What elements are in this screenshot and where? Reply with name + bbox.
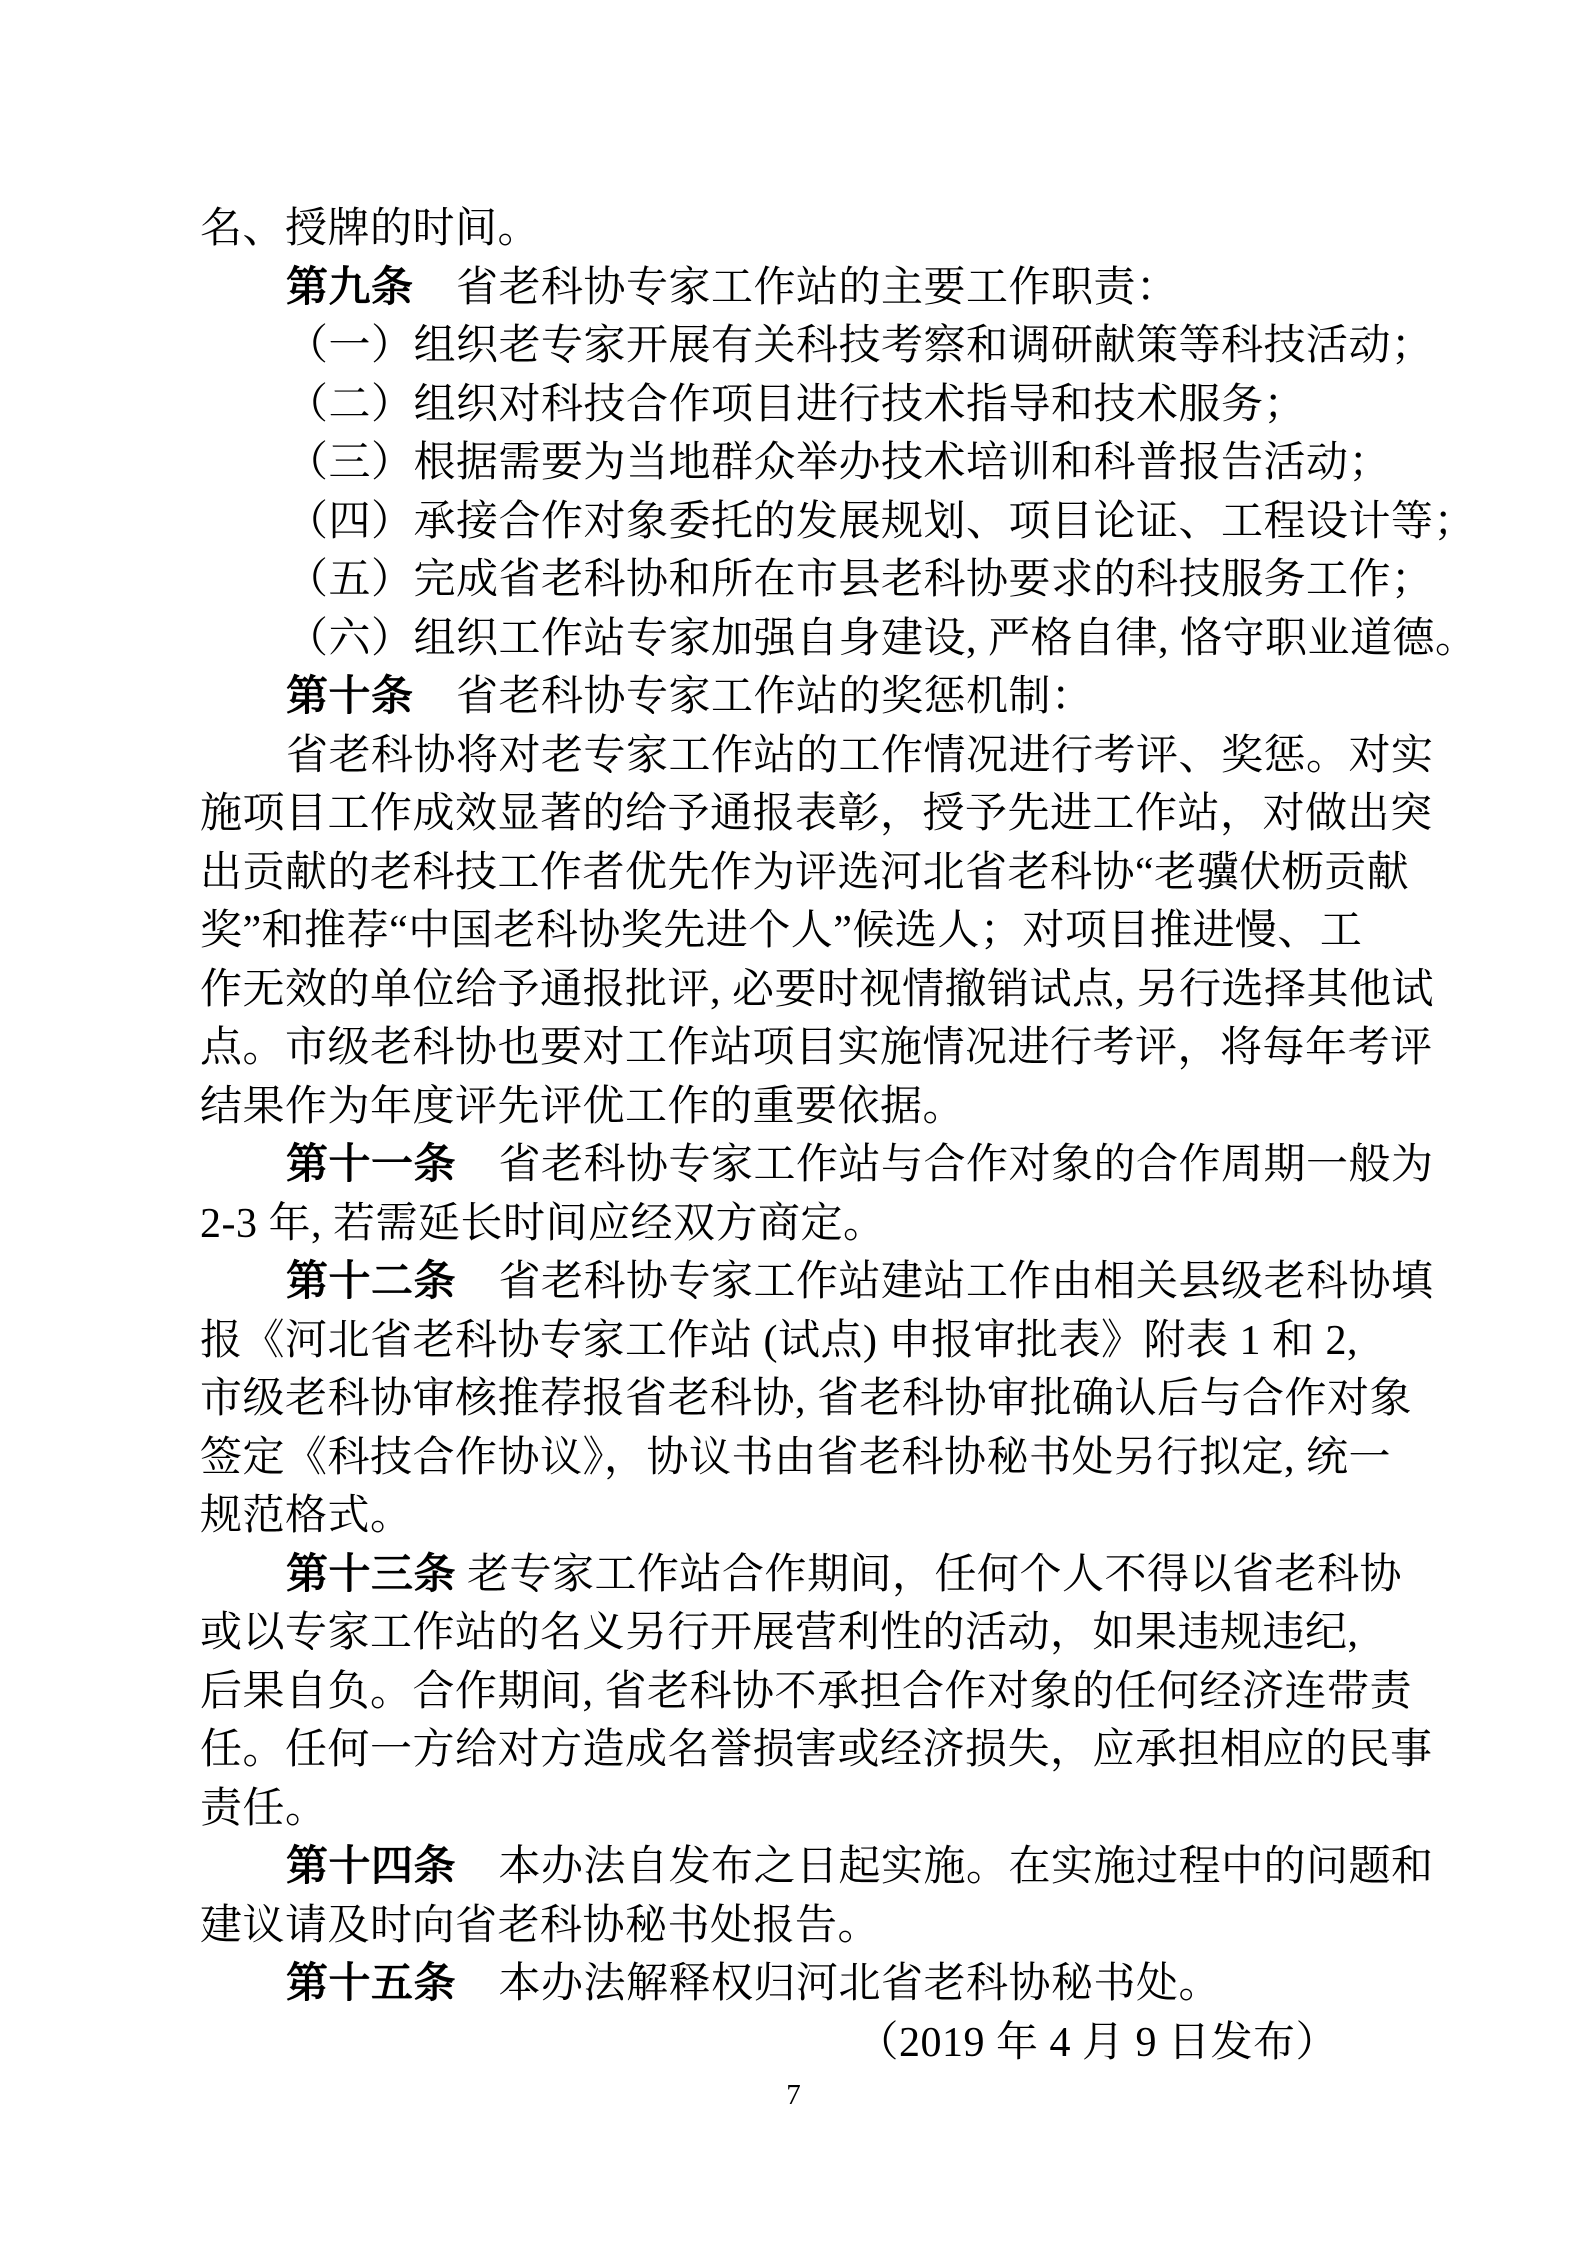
doc-line [200, 1195, 1400, 1254]
publish-date-line [200, 2014, 1400, 2073]
article-number: 第十一条 [286, 1142, 457, 1188]
line-text: （六）组织工作站专家加强自身建设, 严格自律, 恪守职业道德。 [286, 615, 1478, 662]
line-text: 任。任何一方给对方造成名誉损害或经济损失，应承担相应的民事 [200, 1727, 1433, 1773]
line-text: 出贡献的老科技工作者优先作为评选河北省老科协“老骥伏枥贡献 [200, 849, 1410, 896]
article-14-heading-line [200, 1838, 1434, 1897]
line-text: （二）组织对科技合作项目进行技术指导和技术服务； [286, 381, 1307, 428]
line-text: 责任。 [200, 1785, 328, 1832]
line-text: 省老科协将对老专家工作站的工作情况进行考评、奖惩。对实 [286, 732, 1434, 779]
line-text: （一）组织老专家开展有关科技考察和调研献策等科技活动； [286, 323, 1434, 369]
line-text: 老专家工作站合作期间，任何个人不得以省老科协 [456, 1551, 1403, 1598]
article-11-heading-line [200, 1136, 1434, 1195]
article-12-heading-line [200, 1253, 1434, 1312]
article-number: 第十条 [286, 674, 414, 720]
line-text: 规范格式。 [200, 1493, 413, 1539]
line-text: 名、授牌的时间。 [200, 206, 541, 252]
line-text: 市级老科协审核推荐报省老科协, 省老科协审批确认后与合作对象 [200, 1376, 1413, 1422]
doc-line [200, 1370, 1413, 1429]
article-13-heading-line [200, 1546, 1403, 1605]
doc-line [200, 317, 1434, 376]
line-text: 2-3 年, 若需延长时间应经双方商定。 [200, 1200, 886, 1247]
doc-line [200, 1019, 1433, 1078]
line-text: 施项目工作成效显著的给予通报表彰，授予先进工作站，对做出突 [200, 791, 1433, 837]
line-text: （五）完成省老科协和所在市县老科协要求的科技服务工作； [286, 557, 1434, 603]
doc-line [200, 961, 1435, 1020]
doc-line [200, 727, 1434, 786]
doc-line [200, 551, 1434, 610]
document-body [200, 200, 1478, 2072]
line-text: 奖”和推荐“中国老科协奖先进个人”候选人；对项目推进慢、工 [200, 908, 1363, 954]
article-number: 第九条 [286, 264, 414, 311]
doc-line [200, 785, 1433, 844]
line-text: 省老科协专家工作站的奖惩机制： [413, 674, 1094, 720]
line-text: 本办法自发布之日起实施。在实施过程中的问题和 [456, 1844, 1434, 1890]
article-number: 第十二条 [286, 1259, 457, 1305]
line-text: 省老科协专家工作站的主要工作职责： [413, 264, 1179, 311]
line-text: 结果作为年度评先评优工作的重要依据。 [200, 1083, 966, 1130]
doc-line [200, 1429, 1400, 1488]
article-number: 第十五条 [286, 1961, 457, 2007]
doc-line [200, 1604, 1400, 1663]
line-text: 点。市级老科协也要对工作站项目实施情况进行考评，将每年考评 [200, 1025, 1433, 1071]
article-15-heading-line [200, 1955, 1400, 2014]
line-text: 本办法解释权归河北省老科协秘书处。 [456, 1961, 1222, 2007]
doc-line [200, 1312, 1400, 1371]
doc-line [200, 1078, 1400, 1137]
doc-line [200, 434, 1400, 493]
article-number: 第十四条 [286, 1844, 457, 1890]
doc-line [200, 1663, 1413, 1722]
doc-line [200, 200, 1400, 259]
line-text: （四）承接合作对象委托的发展规划、项目论证、工程设计等； [286, 498, 1477, 545]
line-text: 省老科协专家工作站建站工作由相关县级老科协填 [456, 1259, 1434, 1305]
doc-line [200, 1780, 1400, 1839]
doc-line [200, 376, 1400, 435]
doc-line [200, 1487, 1400, 1546]
line-text: （三）根据需要为当地群众举办技术培训和科普报告活动； [286, 440, 1392, 486]
article-number: 第十三条 [286, 1551, 457, 1598]
doc-line [200, 493, 1477, 552]
page-number: 7 [786, 2079, 801, 2111]
line-text: 建议请及时向省老科协秘书处报告。 [200, 1902, 881, 1949]
line-text: 作无效的单位给予通报批评, 必要时视情撤销试点, 另行选择其他试 [200, 966, 1435, 1013]
article-9-heading-line [200, 259, 1400, 318]
doc-line [200, 844, 1410, 903]
line-text: 或以专家工作站的名义另行开展营利性的活动，如果违规违纪, [200, 1610, 1359, 1656]
line-text: 报《河北省老科协专家工作站 (试点) 申报审批表》附表 1 和 2, [200, 1317, 1358, 1364]
line-text: （2019 年 4 月 9 日发布） [856, 2019, 1338, 2066]
doc-line [200, 902, 1400, 961]
line-text: 签定《科技合作协议》，协议书由省老科协秘书处另行拟定, 统一 [200, 1434, 1392, 1481]
doc-line [200, 1897, 1400, 1956]
line-text: 省老科协专家工作站与合作对象的合作周期一般为 [456, 1142, 1434, 1188]
doc-line [200, 1721, 1433, 1780]
line-text: 后果自负。合作期间, 省老科协不承担合作对象的任何经济连带责 [200, 1668, 1413, 1715]
doc-line [200, 610, 1478, 669]
article-10-heading-line [200, 668, 1400, 727]
